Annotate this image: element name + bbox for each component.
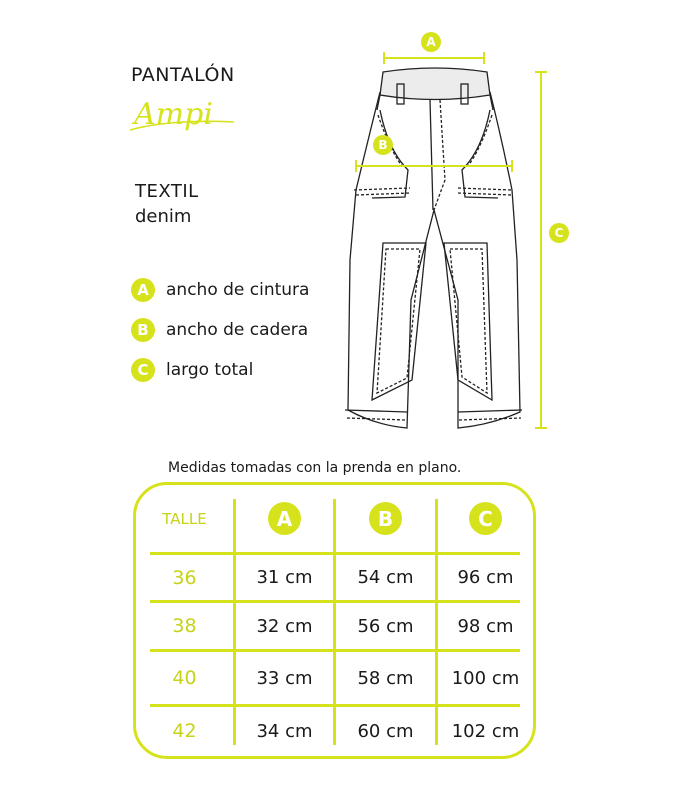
table-cell: 31 cm [256, 567, 313, 588]
table-header-b [336, 485, 435, 552]
legend-text-a: ancho de cintura [166, 280, 310, 300]
table-cell: 34 cm [256, 720, 313, 742]
legend-item-b [131, 316, 308, 344]
table-cell: 100 cm [451, 667, 520, 689]
table-cell-size: 40 [172, 667, 197, 689]
legend-badge-b: B [131, 318, 155, 342]
fabric-value: denim [135, 206, 192, 227]
legend-text-b: ancho de cadera [166, 320, 309, 340]
product-name: PANTALÓN [131, 64, 235, 86]
header-badge-c: C [469, 502, 502, 535]
table-cell-size: 36 [172, 566, 197, 589]
marker-b: B [373, 135, 393, 155]
header-badge-b: B [369, 502, 402, 535]
table-cell-size: 38 [172, 615, 197, 637]
table-cell: 32 cm [256, 615, 313, 637]
table-cell: 58 cm [357, 667, 414, 689]
table-header-c [438, 485, 533, 552]
legend-item-c [131, 356, 253, 384]
legend-item-a [131, 276, 309, 304]
table-cell: 54 cm [357, 567, 414, 588]
table-cell: 96 cm [457, 567, 514, 588]
size-table [133, 482, 536, 759]
table-cell: 56 cm [357, 615, 414, 637]
marker-c: C [549, 223, 569, 243]
table-cell: 102 cm [451, 720, 520, 742]
table-cell: 33 cm [256, 667, 313, 689]
legend-badge-c: C [131, 358, 155, 382]
table-cell: 60 cm [357, 720, 414, 742]
fabric-label: TEXTIL [135, 181, 199, 202]
legend-badge-a: A [131, 278, 155, 302]
marker-a: A [421, 32, 441, 52]
table-header-a [236, 485, 333, 552]
brand-logo-text: Ampi [134, 97, 213, 132]
header-badge-a: A [268, 502, 301, 535]
legend-text-c: largo total [166, 360, 254, 380]
table-cell-size: 42 [172, 720, 197, 742]
table-header-talle: TALLE [162, 509, 207, 528]
brand-logo [128, 92, 238, 142]
measurement-note: Medidas tomadas con la prenda en plano. [168, 460, 462, 476]
pants-diagram [340, 30, 570, 440]
table-cell: 98 cm [457, 615, 514, 637]
